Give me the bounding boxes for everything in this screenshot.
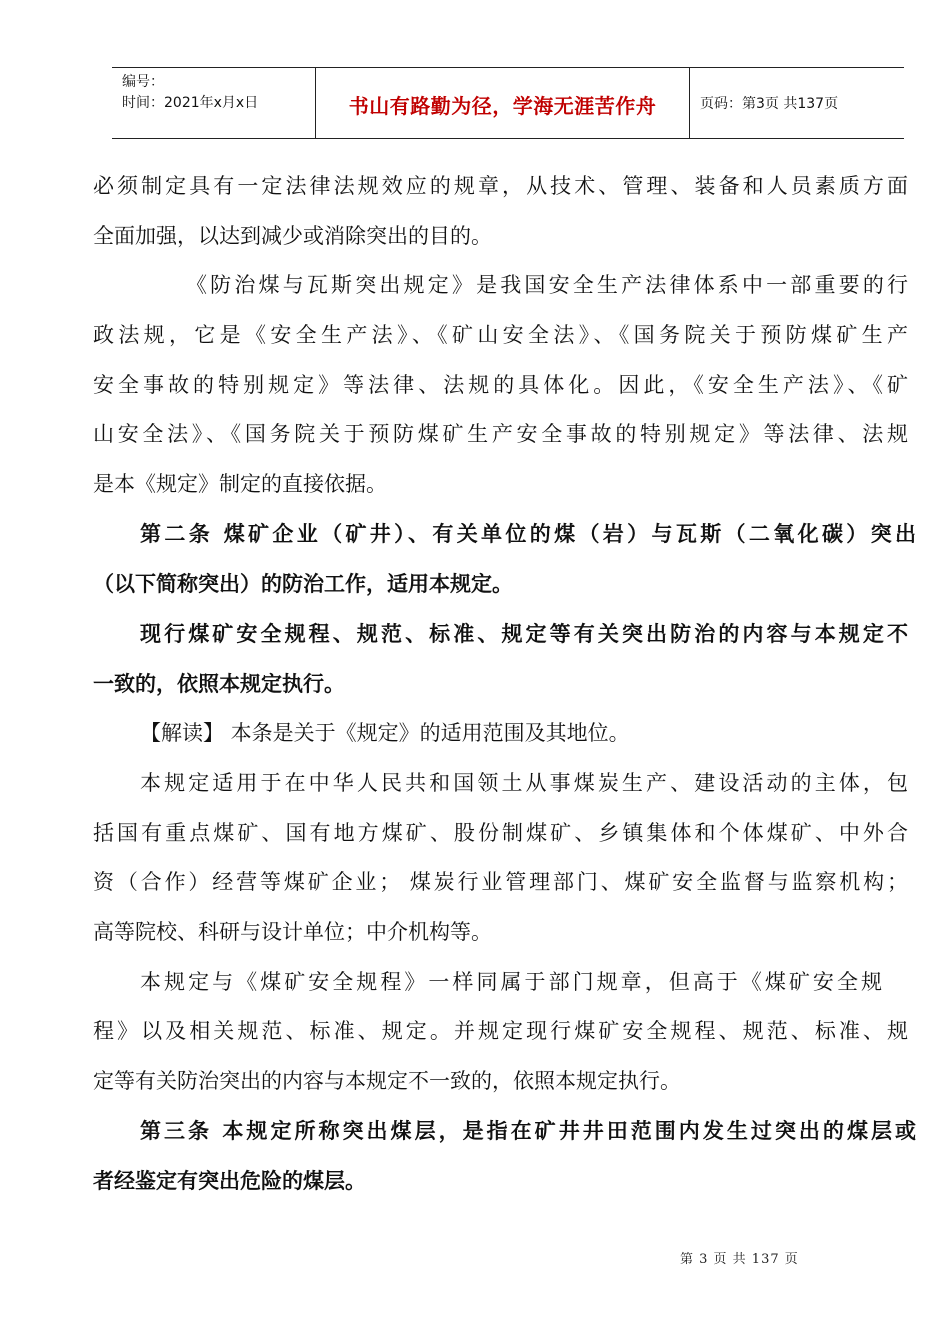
document-number: 编号：: [122, 74, 164, 90]
body-line: 全面加强，以达到减少或消除突出的目的。: [93, 224, 492, 248]
body-line: 高等院校、科研与设计单位；中介机构等。: [93, 920, 492, 944]
body-line: 安全事故的特别规定》等法律、法规的具体化。因此，《安全生产法》、《矿: [93, 373, 908, 397]
article-3-heading: 第三条 本规定所称突出煤层，是指在矿井井田范围内发生过突出的煤层或: [140, 1119, 916, 1143]
header-motto-cell: [315, 68, 690, 138]
body-line: 资（合作）经营等煤矿企业； 煤炭行业管理部门、煤矿安全监督与监察机构；: [93, 870, 908, 894]
motto: 书山有路勤为径，学海无涯苦作舟: [348, 94, 657, 118]
body-line: 《防治煤与瓦斯突出规定》是我国安全生产法律体系中一部重要的行: [186, 273, 908, 297]
interpretation-line: 【解读】 本条是关于《规定》的适用范围及其地位。: [140, 721, 630, 745]
document-time: 时间：2021年x月x日: [122, 95, 259, 111]
body-line: 定等有关防治突出的内容与本规定不一致的，依照本规定执行。: [93, 1069, 681, 1093]
body-line: 本规定适用于在中华人民共和国领土从事煤炭生产、建设活动的主体，包: [140, 771, 908, 795]
article-2-line: 现行煤矿安全规程、规范、标准、规定等有关突出防治的内容与本规定不: [140, 622, 908, 646]
article-2-line: （以下简称突出）的防治工作，适用本规定。: [93, 572, 513, 596]
article-3-line: 者经鉴定有突出危险的煤层。: [93, 1169, 366, 1193]
header-meta-cell: [112, 68, 314, 138]
page-number: 页码：第3页 共137页: [700, 96, 839, 112]
header-page-cell: [690, 68, 904, 138]
body-line: 是本《规定》制定的直接依据。: [93, 472, 387, 496]
page-header: [112, 67, 904, 139]
body-line: 山安全法》、《国务院关于预防煤矿生产安全事故的特别规定》等法律、法规: [93, 422, 908, 446]
page-footer: 第 3 页 共 137 页: [680, 1252, 799, 1267]
body-line: 政法规，它是《安全生产法》、《矿山安全法》、《国务院关于预防煤矿生产: [93, 323, 908, 347]
body-line: 本规定与《煤矿安全规程》一样同属于部门规章，但高于《煤矿安全规: [140, 970, 882, 994]
body-line: 程》以及相关规范、标准、规定。并规定现行煤矿安全规程、规范、标准、规: [93, 1019, 908, 1043]
article-2-heading: 第二条 煤矿企业（矿井）、有关单位的煤（岩）与瓦斯（二氧化碳）突出: [140, 522, 916, 546]
body-line: 必须制定具有一定法律法规效应的规章，从技术、管理、装备和人员素质方面: [93, 174, 908, 198]
article-2-line: 一致的，依照本规定执行。: [93, 672, 345, 696]
body-line: 括国有重点煤矿、国有地方煤矿、股份制煤矿、乡镇集体和个体煤矿、中外合: [93, 821, 908, 845]
